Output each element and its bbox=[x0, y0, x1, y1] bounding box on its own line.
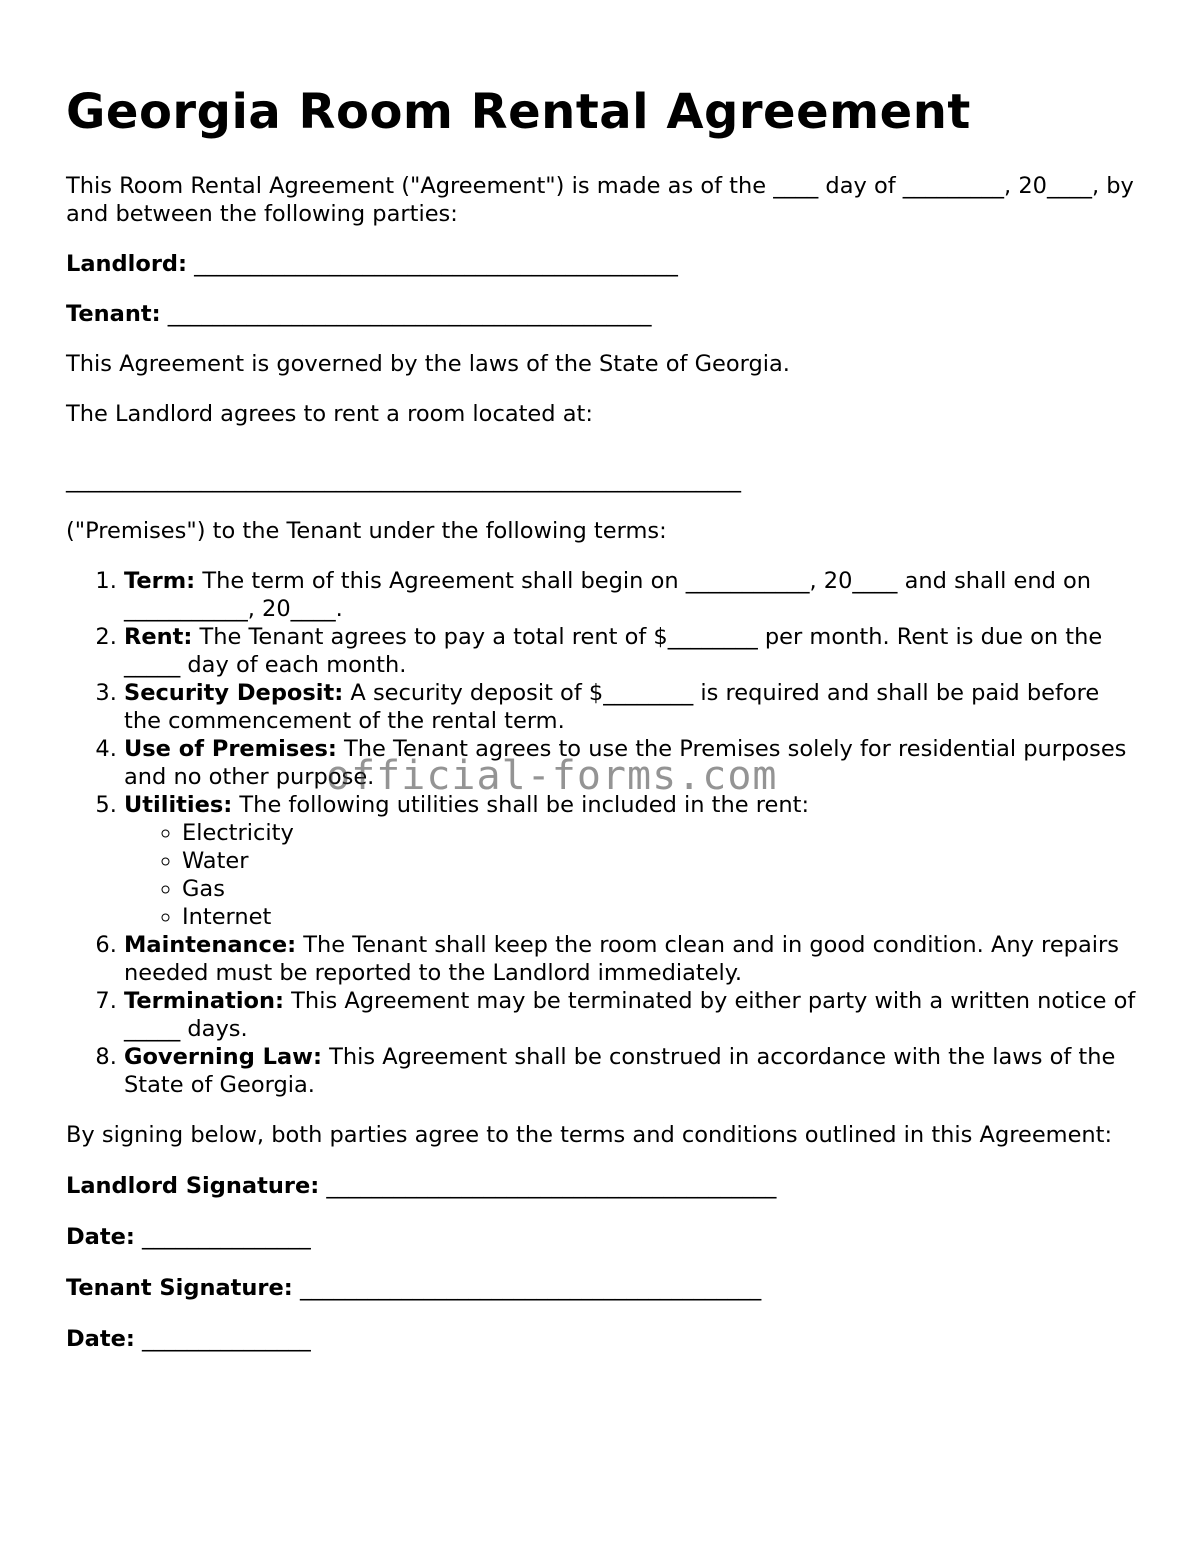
tenant-signature-label: Tenant Signature: bbox=[66, 1274, 293, 1301]
utility-gas: ◦ Gas bbox=[182, 875, 1136, 903]
security-deposit-text: A security deposit of $________ is required and shall be paid before the commencement of the rental term. bbox=[124, 679, 1100, 734]
term-label: Term: bbox=[124, 567, 196, 594]
landlord-date-label: Date: bbox=[66, 1223, 135, 1250]
landlord-blank: ___________________________________________ bbox=[194, 251, 678, 277]
watermark: official-forms.com bbox=[326, 753, 778, 799]
utilities-text: The following utilities shall be included in the rent: bbox=[232, 791, 810, 818]
utilities-label: Utilities: bbox=[124, 791, 233, 818]
tenant-blank: ___________________________________________ bbox=[167, 301, 652, 327]
termination-item bbox=[124, 987, 1136, 1043]
document bbox=[66, 80, 1136, 1353]
use-of-premises-item bbox=[124, 735, 1136, 791]
landlord-line bbox=[66, 250, 1136, 278]
utility-water: ◦ Water bbox=[182, 847, 1136, 875]
governed-paragraph: This Agreement is governed by the laws of the State of Georgia. bbox=[66, 351, 790, 377]
address-blank: ____________________________________________________________ bbox=[66, 467, 741, 493]
governing-law-label: Governing Law: bbox=[124, 1043, 322, 1070]
tenant-label: Tenant: bbox=[66, 301, 161, 327]
closing-paragraph: By signing below, both parties agree to the terms and conditions outlined in this Agreement: bbox=[66, 1121, 1113, 1148]
utility-electricity: ◦ Electricity bbox=[182, 819, 1136, 847]
security-deposit-item bbox=[124, 679, 1136, 735]
governing-law-text: This Agreement shall be construed in accordance with the laws of the State of Georgia. bbox=[124, 1043, 1116, 1098]
maintenance-item bbox=[124, 931, 1136, 987]
document-title: Georgia Room Rental Agreement bbox=[66, 84, 971, 140]
intro-paragraph: This Room Rental Agreement ("Agreement") is made as of the ____ day of _________, 20____, by and between the following parties: bbox=[66, 173, 1134, 227]
tenant-date-label: Date: bbox=[66, 1325, 135, 1352]
rent-label: Rent: bbox=[124, 623, 193, 650]
tenant-signature-line bbox=[66, 1274, 1136, 1302]
termination-label: Termination: bbox=[124, 987, 285, 1014]
tenant-signature-blank: _________________________________________ bbox=[299, 1274, 762, 1301]
terms-list bbox=[66, 567, 1136, 1099]
rent-text: The Tenant agrees to pay a total rent of $________ per month. Rent is due on the _____ day of each month. bbox=[124, 623, 1103, 678]
landlord-date-line bbox=[66, 1223, 1136, 1251]
term-item bbox=[124, 567, 1136, 623]
use-of-premises-text: The Tenant agrees to use the Premises solely for residential purposes and no other purpose. bbox=[124, 735, 1127, 790]
governing-law-item bbox=[124, 1043, 1136, 1099]
utility-internet: ◦ Internet bbox=[182, 903, 1136, 931]
landlord-date-blank: _______________ bbox=[142, 1223, 311, 1250]
use-of-premises-label: Use of Premises: bbox=[124, 735, 337, 762]
premises-paragraph: ("Premises") to the Tenant under the following terms: bbox=[66, 517, 667, 544]
rent-room-paragraph: The Landlord agrees to rent a room located at: bbox=[66, 401, 593, 427]
tenant-date-line bbox=[66, 1325, 1136, 1353]
landlord-label: Landlord: bbox=[66, 251, 188, 277]
tenant-line bbox=[66, 300, 1136, 328]
utilities-list bbox=[124, 819, 1136, 931]
term-text: The term of this Agreement shall begin on ___________, 20____ and shall end on ___________, 20____. bbox=[124, 567, 1092, 622]
tenant-date-blank: _______________ bbox=[142, 1325, 311, 1352]
maintenance-text: The Tenant shall keep the room clean and in good condition. Any repairs needed must be reported to the Landlord immediately. bbox=[124, 931, 1119, 986]
landlord-signature-blank: ________________________________________ bbox=[326, 1172, 777, 1199]
maintenance-label: Maintenance: bbox=[124, 931, 297, 958]
utilities-item bbox=[124, 791, 1136, 931]
security-deposit-label: Security Deposit: bbox=[124, 679, 344, 706]
rent-item bbox=[124, 623, 1136, 679]
landlord-signature-label: Landlord Signature: bbox=[66, 1172, 320, 1199]
landlord-signature-line bbox=[66, 1172, 1136, 1200]
termination-text: This Agreement may be terminated by either party with a written notice of _____ days. bbox=[124, 987, 1136, 1042]
